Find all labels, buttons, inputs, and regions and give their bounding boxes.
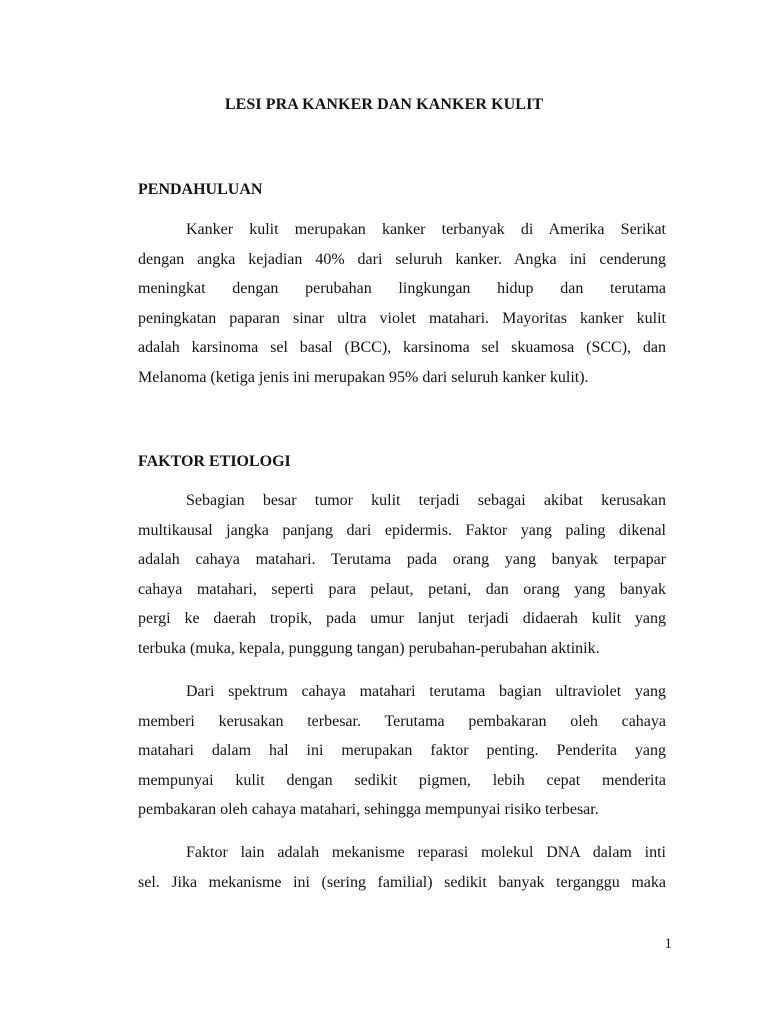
paragraph-etiologi-2 <box>138 677 666 825</box>
text-line: sel. Jika mekanisme ini (sering familial) sedikit banyak terganggu maka <box>138 873 666 891</box>
text-line: Dari spektrum cahaya matahari terutama bagian ultraviolet yang <box>186 683 666 700</box>
text-line: mempunyai kulit dengan sedikit pigmen, lebih cepat menderita <box>138 771 666 789</box>
paragraph-etiologi-3 <box>138 838 666 897</box>
text-line: adalah cahaya matahari. Terutama pada orang yang banyak terpapar <box>138 551 666 569</box>
text-line: dengan angka kejadian 40% dari seluruh kanker. Angka ini cenderung <box>138 250 666 268</box>
text-line: cahaya matahari, seperti para pelaut, petani, dan orang yang banyak <box>138 580 666 598</box>
section-heading-faktor-etiologi: FAKTOR ETIOLOGI <box>138 453 291 470</box>
text-line: adalah karsinoma sel basal (BCC), karsinoma sel skuamosa (SCC), dan <box>138 339 666 357</box>
text-line: pergi ke daerah tropik, pada umur lanjut terjadi didaerah kulit yang <box>138 610 666 628</box>
text-line: Faktor lain adalah mekanisme reparasi molekul DNA dalam inti <box>186 844 666 861</box>
text-line: pembakaran oleh cahaya matahari, sehingga mempunyai risiko terbesar. <box>138 801 599 819</box>
document-title: LESI PRA KANKER DAN KANKER KULIT <box>224 96 544 113</box>
text-line: Kanker kulit merupakan kanker terbanyak di Amerika Serikat <box>186 221 666 238</box>
paragraph-pendahuluan-1 <box>138 215 666 393</box>
text-line: meningkat dengan perubahan lingkungan hidup dan terutama <box>138 280 666 298</box>
text-line: memberi kerusakan terbesar. Terutama pembakaran oleh cahaya <box>138 712 666 730</box>
text-line: matahari dalam hal ini merupakan faktor penting. Penderita yang <box>138 742 666 760</box>
page-number: 1 <box>664 936 672 952</box>
section-heading-pendahuluan: PENDAHULUAN <box>138 181 263 198</box>
text-line: Sebagian besar tumor kulit terjadi sebagai akibat kerusakan <box>186 492 666 509</box>
text-line: multikausal jangka panjang dari epidermis. Faktor yang paling dikenal <box>138 521 666 539</box>
text-line: Melanoma (ketiga jenis ini merupakan 95% dari seluruh kanker kulit). <box>138 368 589 386</box>
text-line: peningkatan paparan sinar ultra violet matahari. Mayoritas kanker kulit <box>138 309 666 327</box>
text-line: terbuka (muka, kepala, punggung tangan) perubahan-perubahan aktinik. <box>138 639 600 657</box>
paragraph-etiologi-1 <box>138 486 666 664</box>
